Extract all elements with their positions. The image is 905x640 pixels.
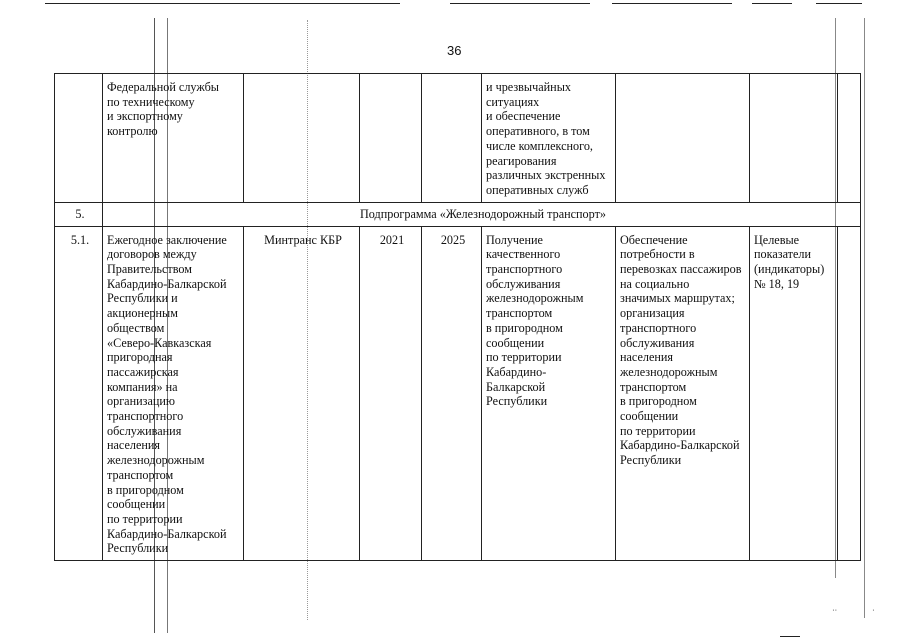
cell-name: Федеральной службы по техническому и экспортному контролю	[103, 74, 244, 203]
scan-top-line-1	[45, 3, 400, 4]
item-extra	[838, 226, 861, 560]
item-name: Ежегодное заключение договоров между Правительством Кабардино-Балкарской Республики и акционерным обществом «Северо-Кавказская пригородная пассажирская компания» на организацию транспортного обслуживания населения железнодорожным транспортом в пригородном сообщении по территории Кабардино-Балкарской Республики	[103, 226, 244, 560]
item-expected-result: Получение качественного транспортного обслуживания железнодорожным транспортом в пригородном сообщении по территории Кабардино- Балкарской Республики	[482, 226, 616, 560]
subprogram-number: 5.	[55, 202, 103, 226]
scan-top-line-2	[450, 3, 590, 4]
cell-goal-link	[616, 74, 750, 203]
table-row-continuation	[55, 74, 861, 203]
cell-extra	[838, 74, 861, 203]
table-row-subprogram	[55, 202, 861, 226]
item-goal-link: Обеспечение потребности в перевозках пассажиров на социально значимых маршрутах; организация транспортного обслуживания населения железнодорожным транспортом в пригородном сообщении по территории Кабардино-Балкарской Республики	[616, 226, 750, 560]
cell-number	[55, 74, 103, 203]
cell-executor	[244, 74, 360, 203]
scan-speck-1: ⋅⋅	[832, 606, 838, 615]
table-row-item	[55, 226, 861, 560]
cell-indicators	[750, 74, 838, 203]
scan-edge-line-far-right	[864, 18, 865, 618]
item-executor: Минтранс КБР	[244, 226, 360, 560]
scan-top-line-3	[612, 3, 732, 4]
scan-top-line-5	[816, 3, 862, 4]
item-indicators: Целевые показатели (индикаторы) № 18, 19	[750, 226, 838, 560]
scan-bottom-mark	[780, 636, 800, 637]
page-number: 36	[447, 43, 462, 58]
subprogram-title: Подпрограмма «Железнодорожный транспорт»	[103, 202, 861, 226]
cell-start-year	[360, 74, 422, 203]
item-start-year: 2021	[360, 226, 422, 560]
item-end-year: 2025	[422, 226, 482, 560]
cell-expected-result: и чрезвычайных ситуациях и обеспечение оперативного, в том числе комплексного, реагирования различных экстренных оперативных служб	[482, 74, 616, 203]
program-table	[54, 73, 861, 561]
item-number: 5.1.	[55, 226, 103, 560]
cell-end-year	[422, 74, 482, 203]
scan-speck-2: ⋅	[872, 606, 875, 615]
scan-top-line-4	[752, 3, 792, 4]
